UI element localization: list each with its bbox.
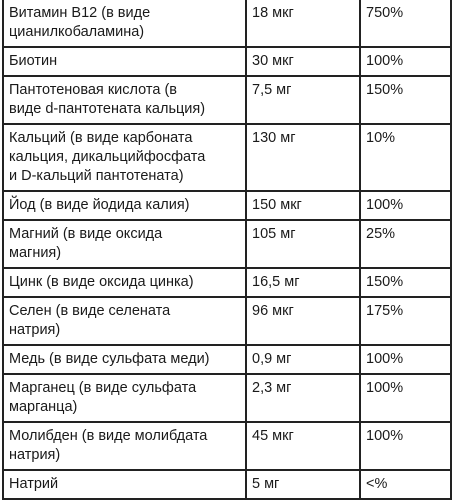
nutrient-daily-value: 750% — [360, 0, 451, 47]
nutrient-amount: 7,5 мг — [246, 76, 360, 124]
nutrient-name: Йод (в виде йодида калия) — [3, 191, 246, 220]
table-row — [3, 297, 451, 345]
table-row — [3, 191, 451, 220]
nutrient-daily-value: 25% — [360, 220, 451, 268]
nutrient-name: Марганец (в виде сульфата марганца) — [3, 374, 246, 422]
table-row — [3, 268, 451, 297]
nutrient-name: Цинк (в виде оксида цинка) — [3, 268, 246, 297]
nutrient-name: Молибден (в виде молибдата натрия) — [3, 422, 246, 470]
table-row — [3, 220, 451, 268]
nutrient-amount: 45 мкг — [246, 422, 360, 470]
nutrient-daily-value: 10% — [360, 124, 451, 191]
nutrient-name: Кальций (в виде карбоната кальция, дикальцийфосфата и D-кальций пантотената) — [3, 124, 246, 191]
nutrient-daily-value: <% — [360, 470, 451, 499]
table-row — [3, 47, 451, 76]
table-row — [3, 76, 451, 124]
table-row — [3, 345, 451, 374]
nutrient-daily-value: 100% — [360, 345, 451, 374]
nutrient-amount: 130 мг — [246, 124, 360, 191]
nutrient-name: Натрий — [3, 470, 246, 499]
table-row — [3, 470, 451, 499]
nutrient-amount: 150 мкг — [246, 191, 360, 220]
nutrient-amount: 0,9 мг — [246, 345, 360, 374]
nutrient-daily-value: 100% — [360, 374, 451, 422]
table-row — [3, 422, 451, 470]
nutrient-table — [2, 0, 452, 500]
nutrient-daily-value: 150% — [360, 268, 451, 297]
nutrient-amount: 105 мг — [246, 220, 360, 268]
nutrient-name: Селен (в виде селената натрия) — [3, 297, 246, 345]
nutrient-name: Магний (в виде оксида магния) — [3, 220, 246, 268]
nutrient-amount: 96 мкг — [246, 297, 360, 345]
nutrient-daily-value: 100% — [360, 47, 451, 76]
nutrient-name: Витамин В12 (в виде цианилкобаламина) — [3, 0, 246, 47]
nutrient-name: Пантотеновая кислота (в виде d-пантотената кальция) — [3, 76, 246, 124]
table-row — [3, 374, 451, 422]
table-row — [3, 0, 451, 47]
nutrient-amount: 18 мкг — [246, 0, 360, 47]
nutrient-daily-value: 100% — [360, 422, 451, 470]
nutrient-daily-value: 150% — [360, 76, 451, 124]
table-row — [3, 124, 451, 191]
nutrient-amount: 2,3 мг — [246, 374, 360, 422]
nutrient-daily-value: 175% — [360, 297, 451, 345]
nutrient-amount: 30 мкг — [246, 47, 360, 76]
nutrient-daily-value: 100% — [360, 191, 451, 220]
nutrient-amount: 5 мг — [246, 470, 360, 499]
nutrient-name: Биотин — [3, 47, 246, 76]
nutrient-amount: 16,5 мг — [246, 268, 360, 297]
nutrient-name: Медь (в виде сульфата меди) — [3, 345, 246, 374]
